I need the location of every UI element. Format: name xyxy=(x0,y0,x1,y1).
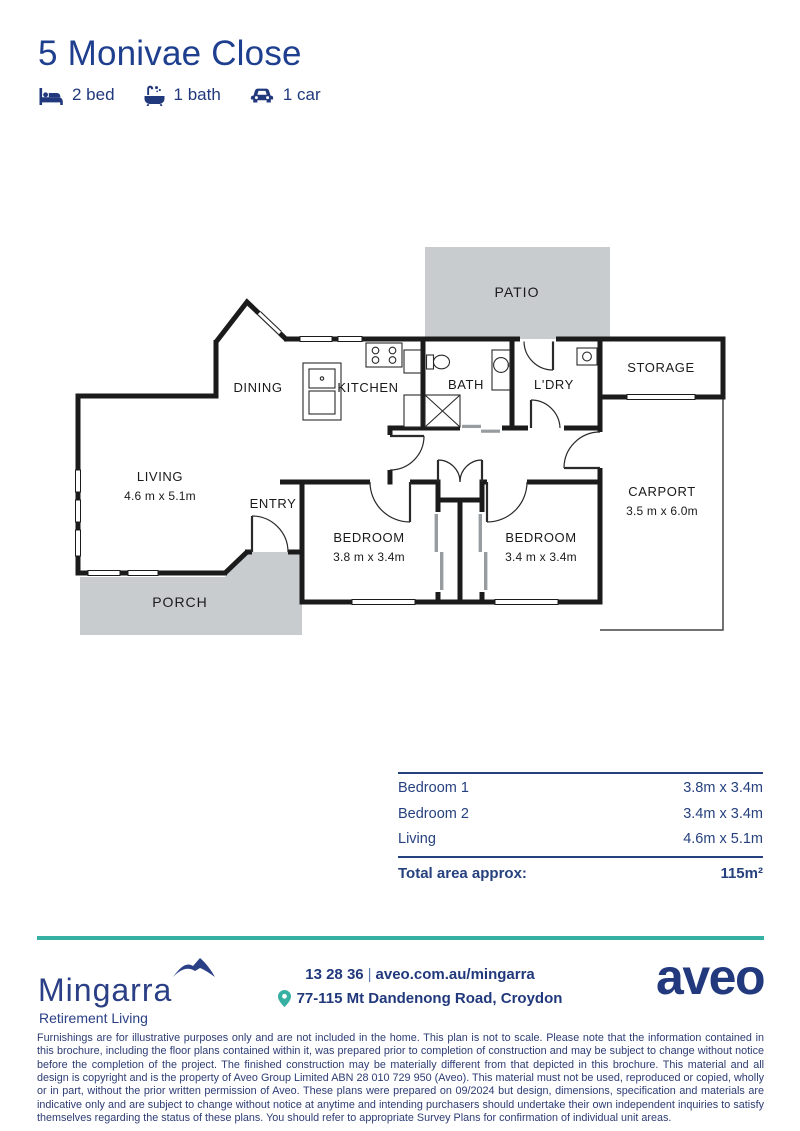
toilet xyxy=(427,355,434,369)
disclaimer-text: Furnishings are for illustrative purposes only and are not included in the home. This plan is not to scale. Please note that the information contained in this brochure, including the floor plans contained within it, was prepared prior to completion of construction and may be subject to change without notice before the completion of the project. The finished construction may be materially different from that depicted in this brochure. This material and all design is copyright and is the property of Aveo Group Limited ABN 28 010 729 950 (Aveo). This material must not be used, reproduced or copied, wholly or in part, without the prior written permission of Aveo. These plans were prepared on 09/2024 but design, dimensions, specification and materials are indicative only and are subject to change without notice at anytime and intending purchasers should undertake their own independent inquiries to satisfy themselves regarding the status of these plans. You should refer to appropriate Survey Plans for confirmation of individual unit areas. xyxy=(37,1032,764,1124)
aveo-logo: aveo xyxy=(656,949,764,1005)
total-label: Total area approx: xyxy=(398,864,527,882)
contact-separator: | xyxy=(367,966,372,983)
room-dim-carport: 3.5 m x 6.0m xyxy=(626,504,698,518)
room-name: Bedroom 1 xyxy=(398,780,469,796)
feature-baths xyxy=(143,84,221,106)
room-label-bedroom2: BEDROOM xyxy=(505,530,577,545)
area-table xyxy=(398,772,763,882)
room-label-porch: PORCH xyxy=(152,594,208,610)
room-label-ldry: L'DRY xyxy=(534,377,574,392)
room-label-bedroom1: BEDROOM xyxy=(333,530,405,545)
room-dim-bedroom1: 3.8 m x 3.4m xyxy=(333,550,405,564)
brand-tagline: Retirement Living xyxy=(39,1010,148,1026)
table-row xyxy=(398,825,763,851)
brand-logo: Mingarra xyxy=(38,972,173,1008)
footer-divider xyxy=(37,936,764,940)
location-pin-icon xyxy=(278,990,291,1007)
room-label-patio: PATIO xyxy=(494,284,540,300)
room-labels xyxy=(124,284,698,610)
floor-plan xyxy=(0,230,800,650)
stove xyxy=(366,343,402,367)
room-size: 3.4m x 3.4m xyxy=(683,805,763,822)
room-label-bath: BATH xyxy=(447,377,485,392)
room-size: 4.6m x 5.1m xyxy=(683,831,763,847)
feature-list xyxy=(38,84,321,106)
bed-icon xyxy=(38,85,64,105)
feature-beds xyxy=(38,85,115,105)
bath-icon xyxy=(143,84,166,106)
table-total-row xyxy=(398,856,763,882)
total-value: 115m² xyxy=(720,864,763,882)
contact-line2 xyxy=(240,990,600,1007)
feature-label: 1 car xyxy=(282,85,321,104)
room-dim-bedroom2: 3.4 m x 3.4m xyxy=(505,550,577,564)
room-size: 3.8m x 3.4m xyxy=(683,780,763,796)
room-label-dining: DINING xyxy=(233,380,283,395)
feature-label: 2 bed xyxy=(72,85,115,104)
feature-label: 1 bath xyxy=(173,85,221,104)
room-dim-living: 4.6 m x 5.1m xyxy=(124,489,196,503)
room-label-carport: CARPORT xyxy=(628,484,696,499)
feature-cars xyxy=(249,85,321,105)
page-title: 5 Monivae Close xyxy=(38,34,302,73)
room-name: Living xyxy=(398,831,436,847)
website-url: aveo.com.au/mingarra xyxy=(375,966,535,983)
sliding-doors xyxy=(435,425,502,591)
footer-contact xyxy=(240,966,600,1007)
room-name: Bedroom 2 xyxy=(398,805,469,822)
room-label-living: LIVING xyxy=(136,469,184,484)
brand-swoosh-icon xyxy=(172,956,216,979)
address-text: 77-115 Mt Dandenong Road, Croydon xyxy=(296,990,563,1007)
room-label-storage: STORAGE xyxy=(627,360,695,375)
room-label-kitchen: KITCHEN xyxy=(337,380,399,395)
room-label-entry: ENTRY xyxy=(249,496,297,511)
contact-line1 xyxy=(240,966,600,983)
table-row xyxy=(398,800,763,826)
table-row xyxy=(398,774,763,800)
car-icon xyxy=(249,85,275,105)
phone-number: 13 28 36 xyxy=(305,966,364,983)
